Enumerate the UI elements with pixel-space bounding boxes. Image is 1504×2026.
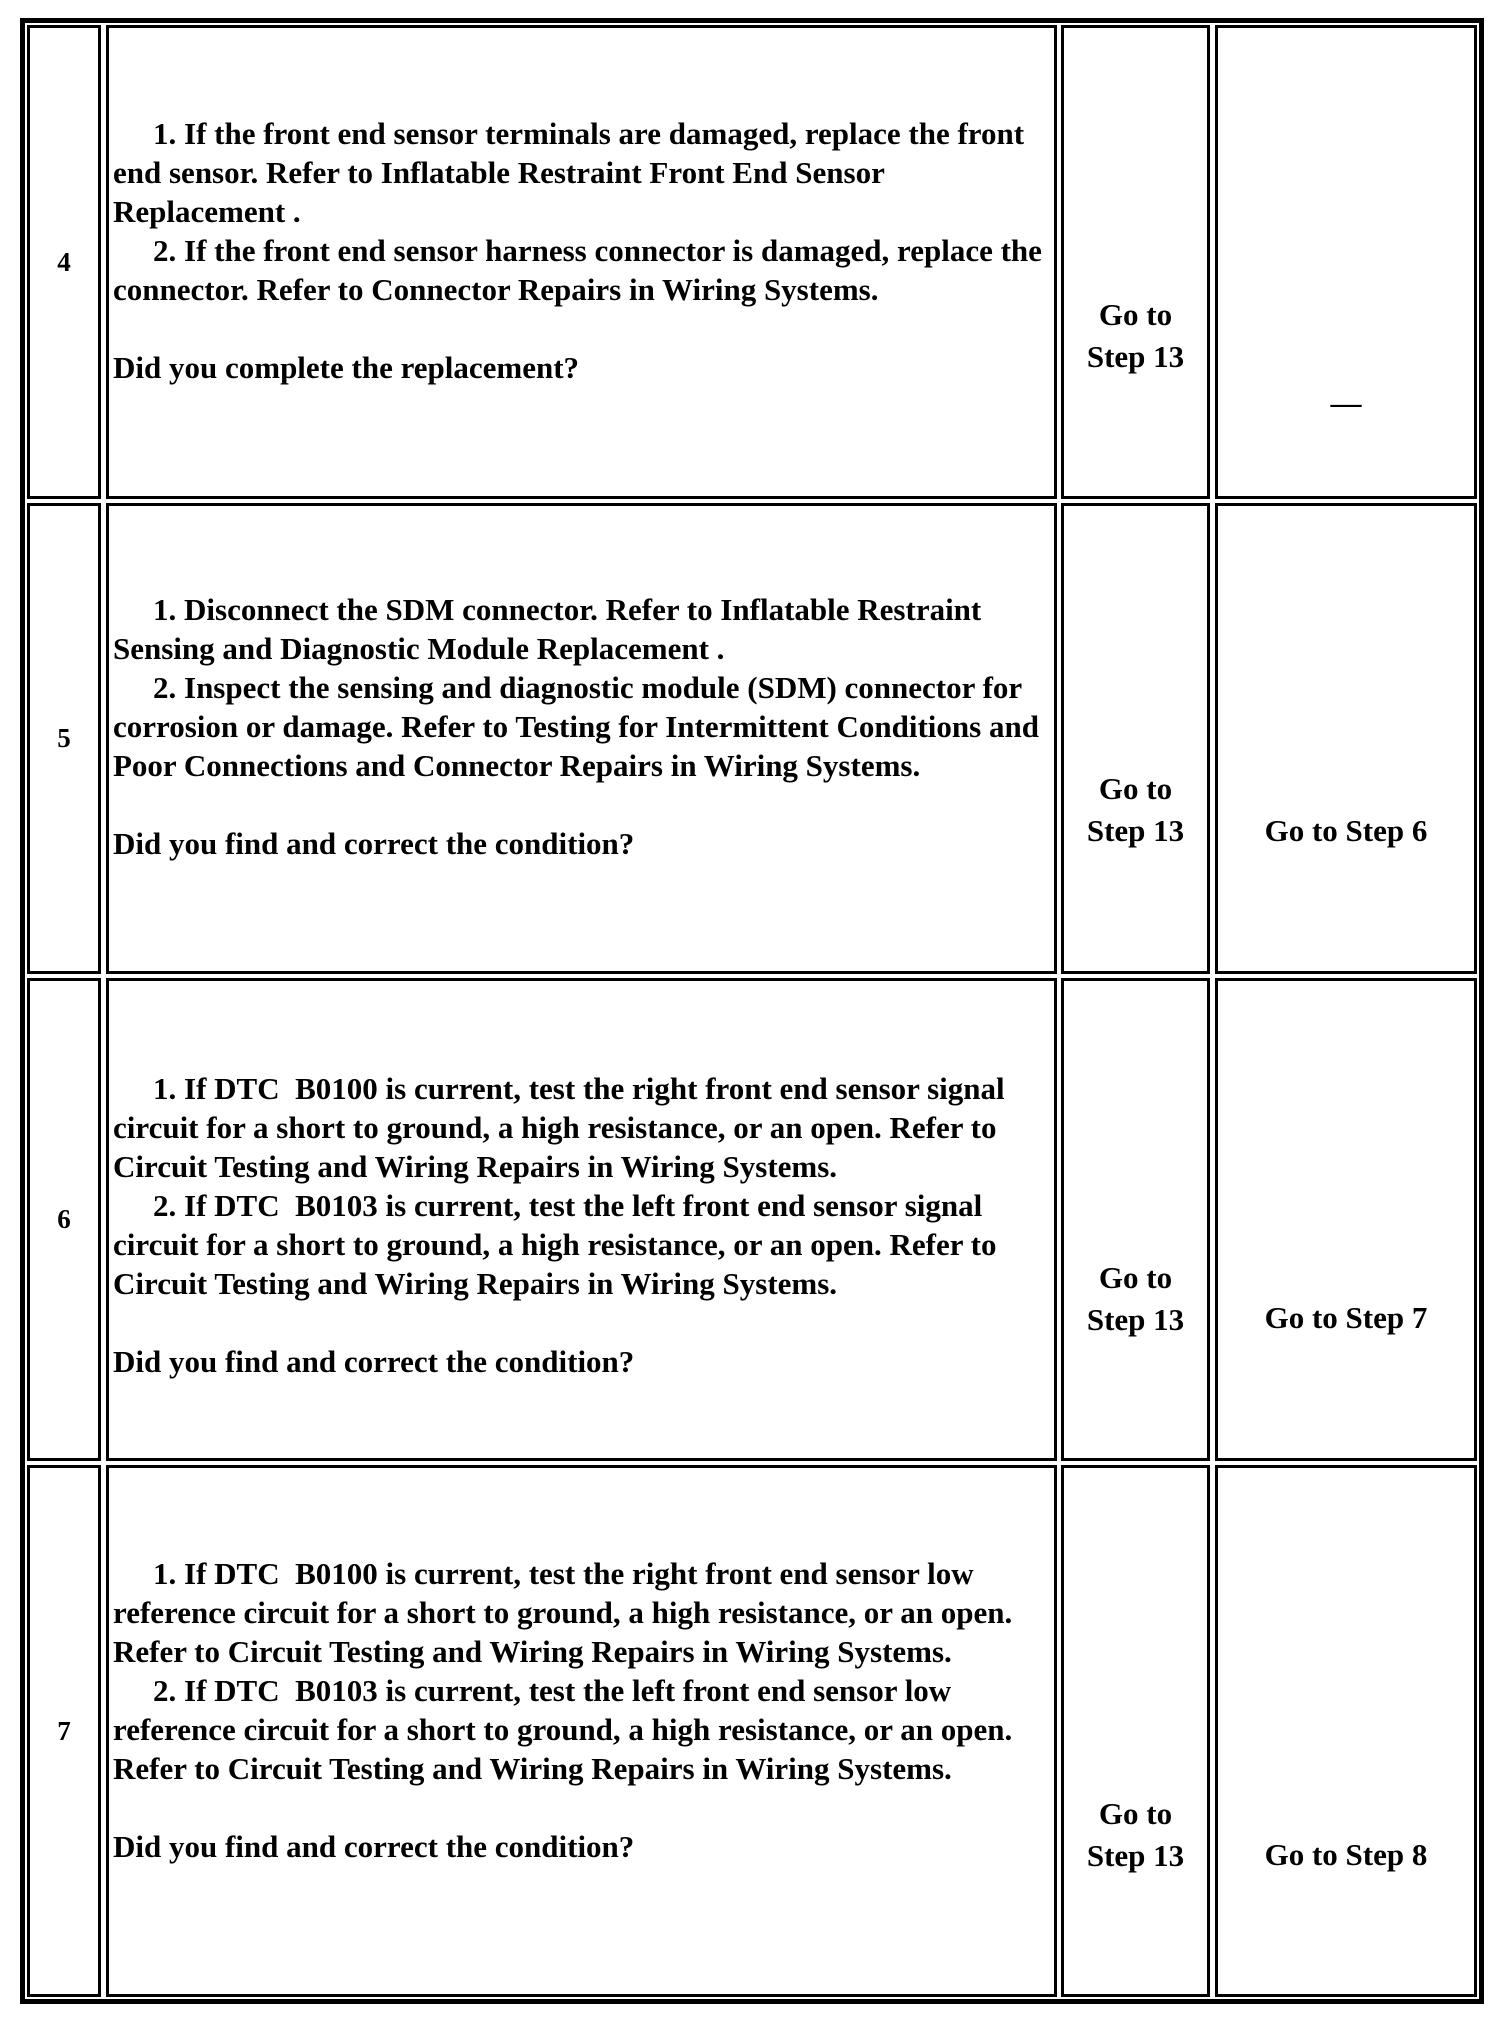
yes-result: Go to Step 13 [1086,1796,1185,1873]
action-question: Did you find and correct the condition? [113,1829,635,1864]
step-number-cell [27,978,101,1461]
yes-result: Go to Step 13 [1086,1260,1185,1337]
action-cell [106,25,1057,499]
action-item: 2. If DTC B0103 is current, test the left front end sensor signal circuit for a short to ground, a high resistance, or an open. Refer to Circuit Testing and Wiring Repairs in Wiring Systems. [113,1188,1005,1301]
no-result: Go to Step 7 [1264,1300,1428,1335]
action-item: 2. If the front end sensor harness connector is damaged, replace the connector. Refer to Connector Repairs in Wiring Systems. [113,233,1050,307]
step-number: 4 [57,246,71,277]
step-number: 7 [57,1715,71,1746]
no-cell [1215,1465,1477,1997]
action-item: 1. If the front end sensor terminals are damaged, replace the front end sensor. Refer to Inflatable Restraint Front End Sensor Replacement . [113,116,1032,229]
step-number-cell [27,503,101,974]
action-item: 1. If DTC B0100 is current, test the right front end sensor signal circuit for a short to ground, a high resistance, or an open. Refer to Circuit Testing and Wiring Repairs in Wiring Systems. [113,1071,1013,1184]
action-question: Did you complete the replacement? [113,350,580,385]
yes-result: Go to Step 13 [1086,297,1185,374]
action-item: 2. If DTC B0103 is current, test the left front end sensor low reference circuit for a short to ground, a high resistance, or an open. Refer to Circuit Testing and Wiring Repairs in Wiring Systems. [113,1673,1020,1786]
step-number: 5 [57,723,71,753]
yes-result: Go to Step 13 [1086,771,1185,848]
yes-cell [1061,978,1210,1461]
no-result: Go to Step 6 [1264,813,1428,848]
step-number: 6 [57,1204,71,1234]
action-item: 1. Disconnect the SDM connector. Refer to Inflatable Restraint Sensing and Diagnostic Module Replacement . [113,592,990,666]
yes-cell [1061,1465,1210,1997]
action-item: 1. If DTC B0100 is current, test the right front end sensor low reference circuit for a short to ground, a high resistance, or an open. Refer to Circuit Testing and Wiring Repairs in Wiring Systems. [113,1556,1020,1669]
no-cell [1215,25,1477,499]
step-number-cell [27,1465,101,1997]
no-cell [1215,978,1477,1461]
action-item: 2. Inspect the sensing and diagnostic module (SDM) connector for corrosion or damage. Refer to Testing for Intermittent Conditions and Poor Connections and Connector Repairs in Wiring Systems. [113,670,1047,783]
action-question: Did you find and correct the condition? [113,826,635,861]
no-cell [1215,503,1477,974]
yes-cell [1061,503,1210,974]
action-cell [106,978,1057,1461]
action-cell [106,1465,1057,1997]
action-question: Did you find and correct the condition? [113,1344,635,1379]
step-number-cell [27,25,101,499]
no-result: — [1330,385,1362,420]
yes-cell [1061,25,1210,499]
no-result: Go to Step 8 [1264,1837,1428,1872]
action-cell [106,503,1057,974]
